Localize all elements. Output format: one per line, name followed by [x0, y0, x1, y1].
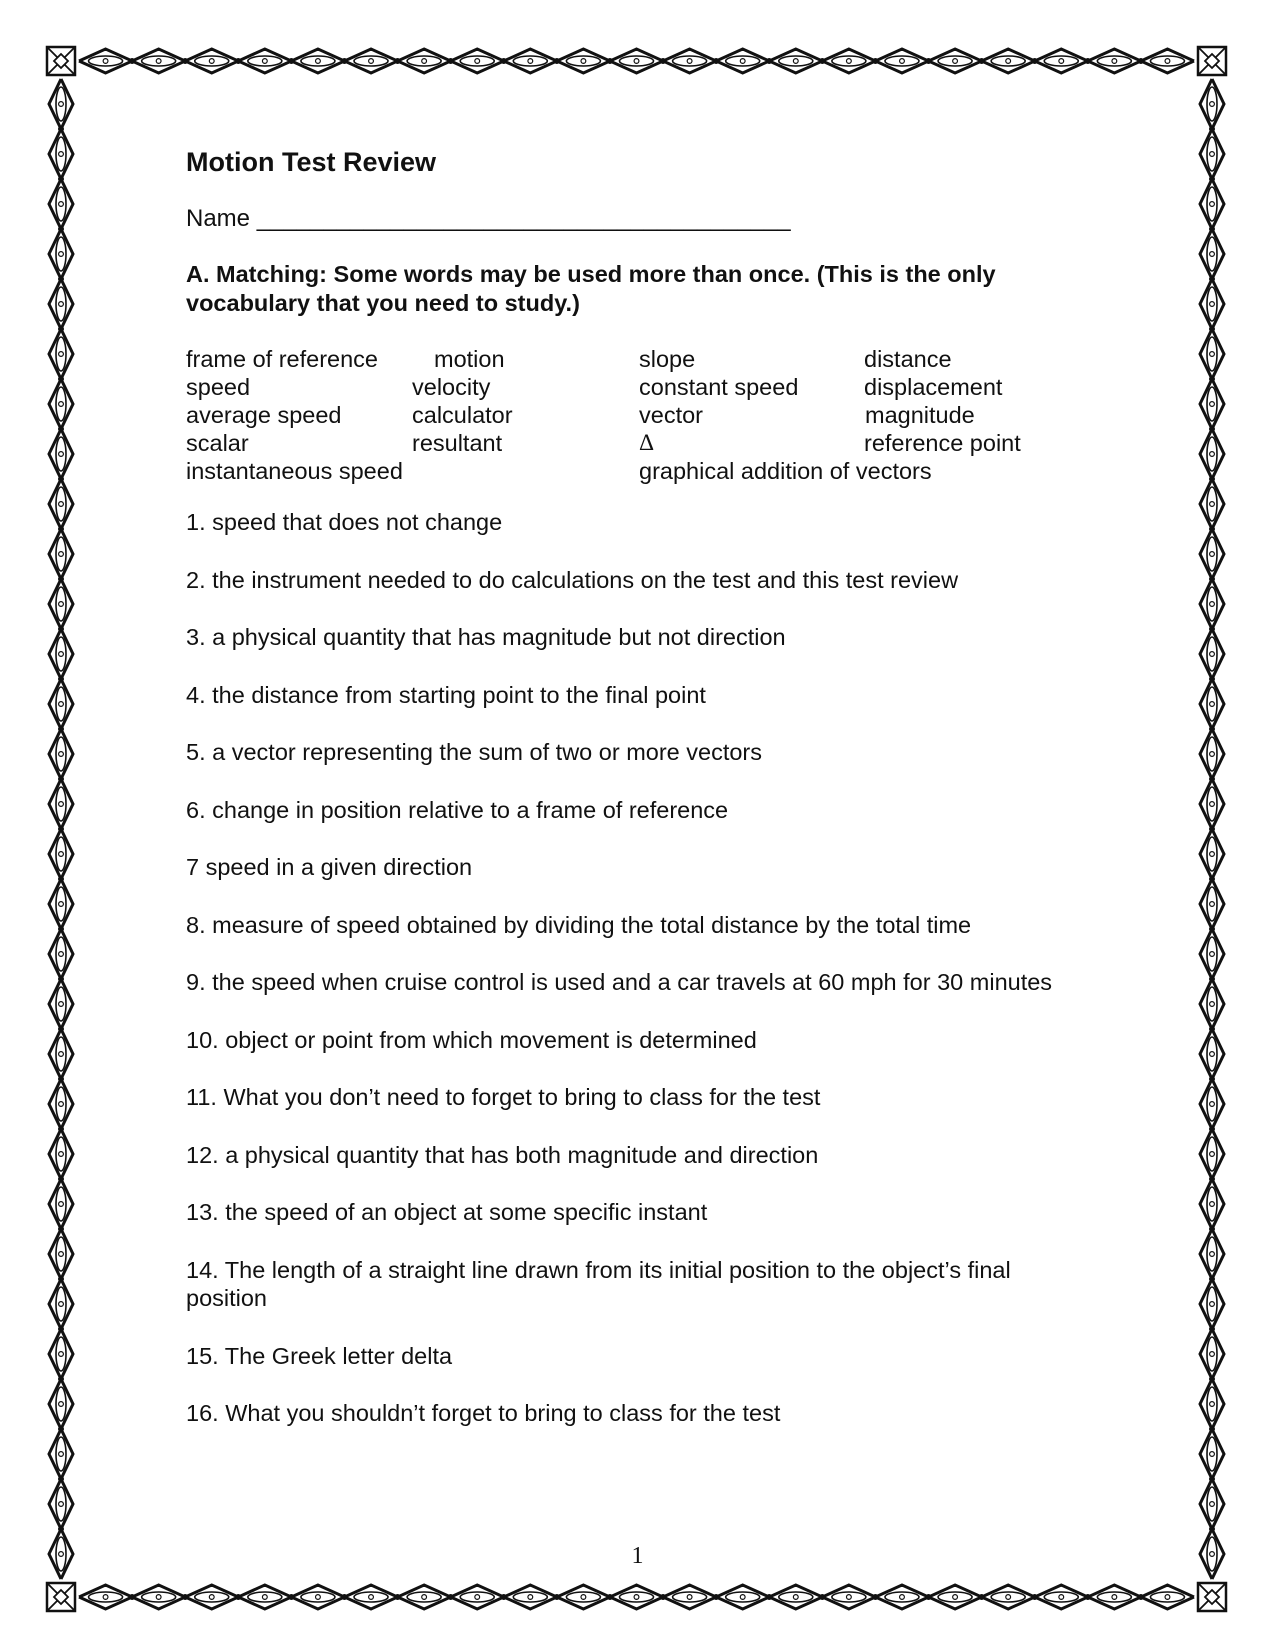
question-item: 16. What you shouldn’t forget to bring to class for the test: [186, 1400, 781, 1427]
word-bank-item: slope: [639, 346, 696, 373]
border-bottom-edge: [79, 1585, 1194, 1609]
question-item: 6. change in position relative to a frame of reference: [186, 796, 729, 823]
word-bank-item: speed: [186, 374, 251, 401]
question-item: 4. the distance from starting point to the final point: [186, 681, 706, 708]
word-bank-item: reference point: [864, 430, 1021, 457]
word-bank-item: calculator: [412, 402, 513, 429]
name-field[interactable]: [186, 205, 1086, 234]
border-left-edge: [49, 79, 73, 1579]
word-bank: [186, 345, 1086, 485]
question-item: 7 speed in a given direction: [186, 854, 473, 881]
word-bank-item: resultant: [412, 430, 503, 457]
border-top-edge: [79, 49, 1194, 73]
question-item: 9. the speed when cruise control is used and a car travels at 60 mph for 30 minutes: [186, 969, 1053, 996]
name-blank-line[interactable]: ________________________________________: [256, 205, 791, 233]
border-right-edge: [1200, 79, 1224, 1579]
question-item: 3. a physical quantity that has magnitude but not direction: [186, 624, 786, 651]
section-a-heading: A. Matching: Some words may be used more than once. (This is the only vocabulary that you need to study.): [186, 261, 996, 317]
delta-symbol: Δ: [639, 430, 655, 457]
question-item: 10. object or point from which movement is determined: [186, 1026, 757, 1053]
word-bank-item: frame of reference: [186, 346, 379, 373]
question-item: 2. the instrument needed to do calculations on the test and this test review: [186, 566, 959, 593]
word-bank-item: scalar: [186, 430, 249, 457]
matching-questions: [186, 508, 1086, 1428]
word-bank-item: instantaneous speed: [186, 458, 403, 485]
worksheet-content: [186, 146, 1086, 1457]
question-item: 13. the speed of an object at some specific instant: [186, 1199, 708, 1226]
word-bank-item: graphical addition of vectors: [639, 458, 932, 485]
question-item: 14. The length of a straight line drawn from its initial position to the object’s final position: [186, 1256, 1011, 1312]
page-title: Motion Test Review: [186, 147, 437, 177]
question-item: 1. speed that does not change: [186, 509, 503, 536]
word-bank-item: average speed: [186, 402, 342, 429]
word-bank-item: displacement: [864, 374, 1003, 401]
word-bank-item: vector: [639, 402, 703, 429]
question-item: 15. The Greek letter delta: [186, 1342, 453, 1369]
question-item: 11. What you don’t need to forget to bring to class for the test: [186, 1084, 821, 1111]
question-item: 12. a physical quantity that has both magnitude and direction: [186, 1141, 819, 1168]
word-bank-item: motion: [434, 346, 505, 373]
page-number: 1: [631, 1543, 644, 1569]
question-item: 8. measure of speed obtained by dividing the total distance by the total time: [186, 911, 972, 938]
word-bank-item: magnitude: [865, 402, 975, 429]
word-bank-item: constant speed: [639, 374, 799, 401]
question-item: 5. a vector representing the sum of two or more vectors: [186, 739, 763, 766]
word-bank-item: distance: [864, 346, 952, 373]
name-label: Name: [186, 205, 251, 233]
word-bank-item: velocity: [412, 374, 491, 401]
